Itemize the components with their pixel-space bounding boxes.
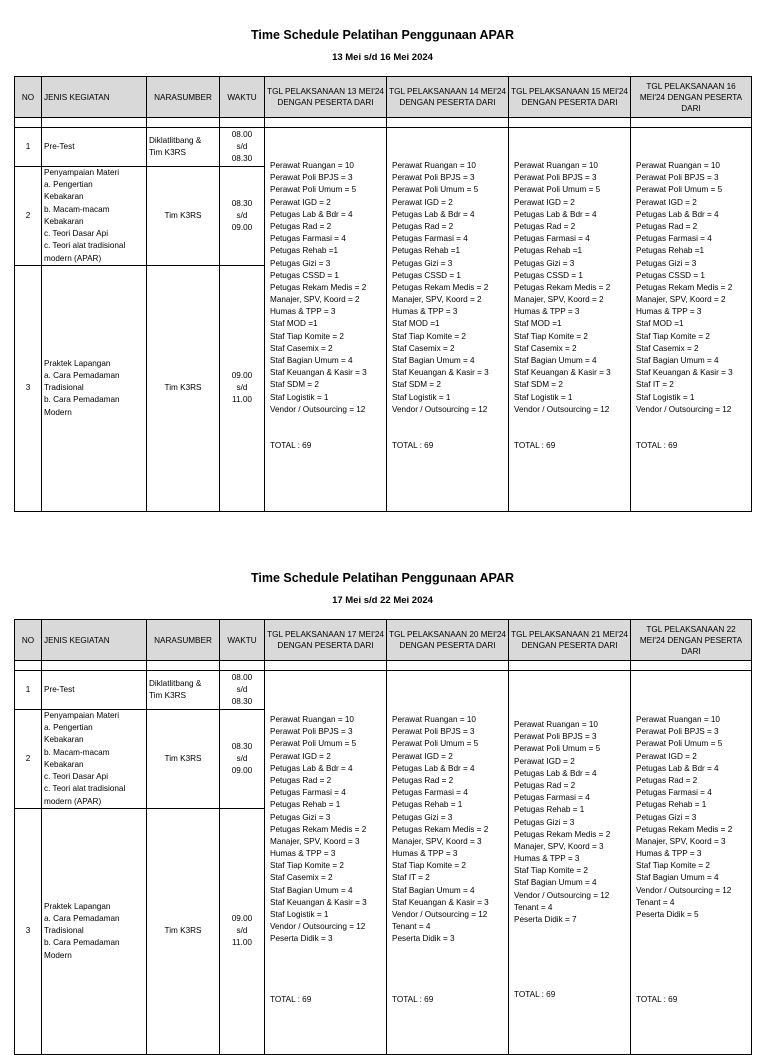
peserta-item: Vendor / Outsourcing = 12 (636, 885, 732, 895)
row-number: 1 (15, 128, 42, 167)
row-number: 3 (15, 265, 42, 511)
peserta-item: Manajer, SPV, Koord = 2 (270, 295, 360, 305)
schedule-table (14, 619, 752, 1055)
schedule-2 (14, 569, 751, 1055)
peserta-item: Staf Casemix = 2 (514, 343, 577, 353)
col-tanggal-pelaksanaan: TGL PELAKSANAAN 20 MEI'24 DENGAN PESERTA DARI (387, 620, 509, 661)
peserta-item: Perawat Poli BPJS = 3 (636, 173, 719, 183)
peserta-item: Perawat IGD = 2 (270, 197, 331, 207)
row-number: 2 (15, 710, 42, 809)
peserta-item: Petugas Rad = 2 (392, 221, 454, 231)
peserta-item: Staf Casemix = 2 (392, 343, 455, 353)
waktu-line: s/d (236, 926, 248, 936)
waktu-line: s/d (236, 383, 248, 393)
peserta-item: Petugas Rad = 2 (636, 775, 698, 785)
kegiatan-line: Modern (44, 407, 72, 417)
peserta-item: Humas & TPP = 3 (270, 849, 336, 859)
peserta-item: Petugas CSSD = 1 (392, 270, 461, 280)
kegiatan-line: a. Pengertian (44, 180, 93, 190)
kegiatan-line: c. Teori alat tradisional (44, 241, 126, 251)
peserta-cell (631, 128, 752, 512)
col-tanggal-pelaksanaan: TGL PELAKSANAAN 14 MEI'24 DENGAN PESERTA DARI (387, 77, 509, 118)
peserta-item: Petugas Lab & Bdr = 4 (392, 209, 475, 219)
peserta-total: TOTAL : 69 (392, 995, 434, 1004)
peserta-item: Petugas Farmasi = 4 (392, 788, 468, 798)
kegiatan-line: a. Pengertian (44, 723, 93, 733)
peserta-item: Perawat Poli Umum = 5 (636, 185, 723, 195)
peserta-item: Staf Bagian Umum = 4 (514, 356, 597, 365)
peserta-item: Perawat Poli Umum = 5 (392, 185, 479, 195)
row-number: 2 (15, 167, 42, 266)
peserta-cell (387, 128, 509, 512)
peserta-item: Perawat IGD = 2 (636, 197, 697, 207)
peserta-item: Petugas Gizi = 3 (514, 817, 575, 827)
peserta-total: TOTAL : 69 (270, 995, 312, 1004)
peserta-item: Vendor / Outsourcing = 12 (392, 910, 488, 919)
kegiatan-cell (42, 808, 147, 1054)
waktu-line: 08.30 (231, 198, 253, 208)
peserta-item: Tenant = 4 (392, 922, 431, 932)
peserta-item: Petugas CSSD = 1 (270, 270, 339, 280)
peserta-total: TOTAL : 69 (270, 441, 312, 450)
waktu-cell (220, 128, 265, 167)
peserta-item: Vendor / Outsourcing = 12 (514, 890, 610, 900)
peserta-total: TOTAL : 69 (636, 995, 678, 1004)
kegiatan-line: Penyampaian Materi (44, 168, 120, 178)
peserta-item: Peserta Didik = 7 (514, 915, 577, 924)
peserta-item: Staf Casemix = 2 (270, 873, 333, 883)
peserta-item: Petugas Rad = 2 (514, 780, 576, 790)
peserta-item: Humas & TPP = 3 (270, 307, 336, 317)
peserta-item: Perawat Poli BPJS = 3 (270, 173, 353, 183)
peserta-item: Petugas Lab & Bdr = 4 (636, 209, 719, 219)
narasumber-line: Tim K3RS (149, 691, 186, 701)
waktu-line: 08.30 (231, 154, 253, 164)
peserta-item: Petugas Rehab =1 (636, 246, 705, 256)
row-number: 3 (15, 808, 42, 1054)
peserta-item: Staf IT = 2 (636, 380, 674, 390)
narasumber-line: Diklatlitbang & (149, 678, 202, 688)
col-tanggal-pelaksanaan: TGL PELAKSANAAN 22 MEI'24 DENGAN PESERTA DARI (631, 620, 752, 661)
peserta-item: Petugas Lab & Bdr = 4 (270, 209, 353, 219)
peserta-item: Perawat Ruangan = 10 (392, 161, 476, 170)
peserta-item: Vendor / Outsourcing = 12 (392, 404, 488, 414)
peserta-item: Staf Casemix = 2 (270, 343, 333, 353)
peserta-cell (631, 671, 752, 1055)
peserta-item: Petugas Rekam Medis = 2 (514, 829, 611, 839)
waktu-line: s/d (236, 142, 248, 152)
peserta-item: Petugas Farmasi = 4 (514, 793, 590, 803)
kegiatan-cell (42, 265, 147, 511)
peserta-item: Manajer, SPV, Koord = 2 (392, 295, 482, 305)
peserta-item: Perawat IGD = 2 (514, 756, 575, 766)
waktu-line: 08.30 (231, 697, 253, 707)
peserta-item: Staf Logistik = 1 (636, 392, 695, 402)
narasumber-cell (147, 710, 220, 809)
spacer-row (15, 118, 752, 128)
narasumber-cell (147, 265, 220, 511)
peserta-item: Perawat Ruangan = 10 (270, 161, 354, 170)
waktu-line: 09.00 (231, 371, 253, 381)
table-row (15, 128, 752, 167)
waktu-line: 09.00 (231, 914, 253, 924)
waktu-line: s/d (236, 753, 248, 763)
peserta-list (636, 714, 732, 921)
peserta-item: Staf Keuangan & Kasir = 3 (392, 368, 489, 378)
peserta-item: Perawat Poli Umum = 5 (270, 739, 357, 749)
peserta-item: Humas & TPP = 3 (392, 307, 458, 317)
schedule-title: Time Schedule Pelatihan Penggunaan APAR (250, 28, 515, 42)
col-tanggal-pelaksanaan: TGL PELAKSANAAN 17 MEI'24 DENGAN PESERTA DARI (265, 620, 387, 661)
waktu-line: 11.00 (232, 395, 252, 405)
peserta-item: Petugas Rekam Medis = 2 (514, 282, 611, 292)
peserta-item: Staf Bagian Umum = 4 (270, 885, 353, 895)
peserta-item: Humas & TPP = 3 (636, 849, 702, 859)
peserta-item: Petugas Rehab = 1 (636, 800, 707, 810)
peserta-list (392, 714, 489, 946)
waktu-line: s/d (236, 210, 248, 220)
peserta-list (636, 160, 733, 416)
peserta-item: Petugas Rehab =1 (392, 246, 461, 256)
narasumber-line: Tim K3RS (164, 210, 202, 220)
peserta-item: Petugas Rekam Medis = 2 (270, 824, 367, 834)
peserta-item: Petugas Rad = 2 (392, 775, 454, 785)
peserta-item: Petugas Gizi = 3 (514, 258, 575, 268)
narasumber-line: Tim K3RS (164, 383, 202, 393)
schedule-1 (14, 26, 751, 512)
schedule-title: Time Schedule Pelatihan Penggunaan APAR (250, 571, 515, 585)
col-narasumber: NARASUMBER (147, 77, 220, 118)
peserta-item: Petugas Farmasi = 4 (270, 788, 346, 798)
waktu-cell (220, 710, 265, 809)
col-tanggal-pelaksanaan: TGL PELAKSANAAN 16 MEI'24 DENGAN PESERTA DARI (631, 77, 752, 118)
peserta-item: Perawat IGD = 2 (392, 197, 453, 207)
kegiatan-line: Penyampaian Materi (44, 711, 120, 721)
peserta-item: Staf Logistik = 1 (392, 392, 451, 402)
peserta-item: Staf Tiap Komite = 2 (392, 331, 466, 341)
kegiatan-line: Praktek Lapangan (44, 358, 111, 368)
peserta-item: Manajer, SPV, Koord = 2 (636, 295, 726, 305)
peserta-list (514, 160, 611, 416)
kegiatan-line: c. Teori Dasar Api (44, 772, 109, 782)
date-range: 13 Mei s/d 16 Mei 2024 (332, 52, 433, 63)
peserta-item: Petugas Lab & Bdr = 4 (514, 209, 597, 219)
peserta-item: Petugas Farmasi = 4 (636, 234, 712, 244)
waktu-line: 08.00 (231, 130, 253, 140)
peserta-cell (509, 128, 631, 512)
peserta-item: Manajer, SPV, Koord = 2 (514, 295, 604, 305)
peserta-item: Staf SDM = 2 (514, 380, 563, 390)
peserta-item: Manajer, SPV, Koord = 3 (636, 836, 726, 846)
header-row (15, 620, 752, 661)
peserta-item: Perawat Poli Umum = 5 (636, 739, 723, 749)
peserta-item: Perawat Ruangan = 10 (270, 715, 354, 724)
peserta-item: Petugas Rehab = 1 (514, 805, 585, 815)
peserta-item: Perawat Ruangan = 10 (514, 720, 598, 729)
peserta-item: Petugas Rad = 2 (270, 221, 332, 231)
narasumber-cell (147, 808, 220, 1054)
peserta-item: Staf Tiap Komite = 2 (392, 861, 466, 871)
peserta-item: Staf Logistik = 1 (270, 910, 329, 919)
peserta-cell (265, 671, 387, 1055)
peserta-item: Perawat Poli Umum = 5 (270, 185, 357, 195)
peserta-item: Vendor / Outsourcing = 12 (514, 404, 610, 414)
peserta-cell (387, 671, 509, 1055)
peserta-item: Petugas Lab & Bdr = 4 (270, 763, 353, 773)
peserta-item: Perawat IGD = 2 (636, 751, 697, 761)
peserta-item: Humas & TPP = 3 (514, 307, 580, 317)
peserta-item: Petugas Rehab = 1 (270, 800, 341, 810)
col-no: NO (15, 77, 42, 118)
peserta-item: Manajer, SPV, Koord = 3 (270, 836, 360, 846)
peserta-item: Perawat Poli BPJS = 3 (392, 727, 475, 737)
peserta-item: Peserta Didik = 5 (636, 910, 699, 919)
peserta-item: Petugas Lab & Bdr = 4 (392, 763, 475, 773)
peserta-cell (509, 671, 631, 1055)
narasumber-cell (147, 167, 220, 266)
peserta-item: Perawat IGD = 2 (514, 197, 575, 207)
peserta-item: Staf Bagian Umum = 4 (514, 878, 597, 888)
peserta-item: Staf MOD =1 (636, 319, 684, 329)
peserta-item: Staf Keuangan & Kasir = 3 (270, 897, 367, 907)
kegiatan-line: Kebakaran (44, 192, 84, 202)
waktu-line: 08.00 (231, 673, 253, 683)
col-narasumber: NARASUMBER (147, 620, 220, 661)
narasumber-line: Tim K3RS (164, 926, 202, 936)
kegiatan-line: Tradisional (44, 383, 84, 393)
peserta-item: Perawat Poli BPJS = 3 (636, 727, 719, 737)
peserta-item: Staf Keuangan & Kasir = 3 (392, 897, 489, 907)
peserta-item: Petugas Rehab =1 (270, 246, 339, 256)
peserta-item: Peserta Didik = 3 (270, 934, 333, 944)
peserta-item: Tenant = 4 (636, 897, 675, 907)
peserta-item: Petugas Gizi = 3 (392, 258, 453, 268)
peserta-total: TOTAL : 69 (636, 441, 678, 450)
peserta-item: Petugas Rehab =1 (514, 246, 583, 256)
waktu-cell (220, 808, 265, 1054)
waktu-line: s/d (236, 685, 248, 695)
peserta-item: Petugas Rekam Medis = 2 (392, 824, 489, 834)
header-row (15, 77, 752, 118)
peserta-item: Perawat Ruangan = 10 (392, 715, 476, 724)
peserta-item: Staf Tiap Komite = 2 (270, 861, 344, 871)
peserta-item: Staf Bagian Umum = 4 (636, 356, 719, 365)
peserta-item: Petugas Lab & Bdr = 4 (636, 763, 719, 773)
peserta-item: Manajer, SPV, Koord = 3 (392, 836, 482, 846)
col-jenis-kegiatan: JENIS KEGIATAN (42, 77, 147, 118)
waktu-line: 09.00 (231, 765, 253, 775)
peserta-item: Petugas Rad = 2 (270, 775, 332, 785)
peserta-item: Staf MOD =1 (270, 319, 318, 329)
peserta-item: Peserta Didik = 3 (392, 934, 455, 944)
kegiatan-line: c. Teori alat tradisional (44, 784, 126, 794)
peserta-item: Staf Tiap Komite = 2 (636, 861, 710, 871)
kegiatan-line: Kebakaran (44, 216, 84, 226)
peserta-item: Humas & TPP = 3 (636, 307, 702, 317)
peserta-item: Tenant = 4 (514, 902, 553, 912)
peserta-item: Petugas CSSD = 1 (636, 270, 705, 280)
kegiatan-line: b. Macam-macam (44, 204, 110, 214)
row-number: 1 (15, 671, 42, 710)
peserta-item: Manajer, SPV, Koord = 3 (514, 841, 604, 851)
peserta-item: Perawat Ruangan = 10 (636, 715, 720, 724)
peserta-list (270, 160, 367, 416)
peserta-item: Petugas Rekam Medis = 2 (636, 282, 733, 292)
peserta-item: Staf Keuangan & Kasir = 3 (270, 368, 367, 378)
col-tanggal-pelaksanaan: TGL PELAKSANAAN 13 MEI'24 DENGAN PESERTA DARI (265, 77, 387, 118)
peserta-item: Perawat Ruangan = 10 (636, 161, 720, 170)
peserta-item: Petugas Farmasi = 4 (514, 234, 590, 244)
peserta-item: Perawat Poli BPJS = 3 (270, 727, 353, 737)
peserta-item: Petugas Gizi = 3 (270, 812, 331, 822)
peserta-item: Perawat Poli BPJS = 3 (514, 732, 597, 742)
kegiatan-line: modern (APAR) (44, 253, 102, 263)
peserta-item: Petugas Gizi = 3 (636, 258, 697, 268)
peserta-total: TOTAL : 69 (514, 441, 556, 450)
col-tanggal-pelaksanaan: TGL PELAKSANAAN 15 MEI'24 DENGAN PESERTA DARI (509, 77, 631, 118)
peserta-item: Perawat IGD = 2 (392, 751, 453, 761)
peserta-item: Vendor / Outsourcing = 12 (270, 404, 366, 414)
peserta-item: Staf Keuangan & Kasir = 3 (636, 368, 733, 378)
kegiatan-cell (42, 167, 147, 266)
peserta-item: Perawat Poli BPJS = 3 (392, 173, 475, 183)
kegiatan-line: Kebakaran (44, 735, 84, 745)
peserta-item: Staf Casemix = 2 (636, 343, 699, 353)
narasumber-line: Tim K3RS (149, 148, 186, 158)
peserta-item: Staf MOD =1 (392, 319, 440, 329)
waktu-cell (220, 265, 265, 511)
peserta-item: Petugas Farmasi = 4 (392, 234, 468, 244)
peserta-item: Perawat Poli Umum = 5 (514, 744, 601, 754)
peserta-item: Staf Logistik = 1 (514, 392, 573, 402)
peserta-item: Petugas Rekam Medis = 2 (636, 824, 733, 834)
peserta-item: Staf Logistik = 1 (270, 392, 329, 402)
peserta-item: Petugas Farmasi = 4 (636, 788, 712, 798)
peserta-item: Staf Tiap Komite = 2 (636, 331, 710, 341)
kegiatan-cell (42, 128, 147, 167)
peserta-cell (265, 128, 387, 512)
kegiatan-line: Modern (44, 950, 72, 960)
col-tanggal-pelaksanaan: TGL PELAKSANAAN 21 MEI'24 DENGAN PESERTA DARI (509, 620, 631, 661)
peserta-item: Petugas Farmasi = 4 (270, 234, 346, 244)
peserta-item: Staf SDM = 2 (270, 380, 319, 390)
peserta-item: Humas & TPP = 3 (514, 854, 580, 864)
narasumber-line: Diklatlitbang & (149, 135, 202, 145)
kegiatan-cell (42, 710, 147, 809)
peserta-item: Vendor / Outsourcing = 12 (270, 922, 366, 932)
peserta-item: Perawat IGD = 2 (270, 751, 331, 761)
peserta-item: Staf Tiap Komite = 2 (514, 331, 588, 341)
kegiatan-line: a. Cara Pemadaman (44, 371, 120, 381)
peserta-total: TOTAL : 69 (514, 990, 556, 999)
col-waktu: WAKTU (220, 77, 265, 118)
peserta-item: Perawat Poli Umum = 5 (514, 185, 601, 195)
narasumber-cell (147, 671, 220, 710)
peserta-item: Staf Bagian Umum = 4 (270, 356, 353, 365)
kegiatan-line: modern (APAR) (44, 796, 102, 806)
table-row (15, 671, 752, 710)
col-jenis-kegiatan: JENIS KEGIATAN (42, 620, 147, 661)
date-range: 17 Mei s/d 22 Mei 2024 (332, 595, 433, 606)
peserta-item: Humas & TPP = 3 (392, 849, 458, 859)
peserta-item: Staf SDM = 2 (392, 380, 441, 390)
peserta-item: Petugas CSSD = 1 (514, 270, 583, 280)
peserta-item: Vendor / Outsourcing = 12 (636, 404, 732, 414)
waktu-line: 08.30 (231, 741, 253, 751)
peserta-item: Petugas Gizi = 3 (270, 258, 331, 268)
peserta-item: Staf IT = 2 (392, 873, 430, 883)
kegiatan-line: Praktek Lapangan (44, 901, 111, 911)
peserta-list (392, 160, 489, 416)
kegiatan-line: c. Teori Dasar Api (44, 229, 109, 239)
peserta-item: Petugas Rekam Medis = 2 (270, 282, 367, 292)
kegiatan-line: Pre-Test (44, 141, 75, 151)
peserta-item: Staf Bagian Umum = 4 (636, 873, 719, 883)
kegiatan-line: b. Macam-macam (44, 747, 110, 757)
spacer-row (15, 661, 752, 671)
kegiatan-cell (42, 671, 147, 710)
kegiatan-line: b. Cara Pemadaman (44, 938, 120, 948)
col-waktu: WAKTU (220, 620, 265, 661)
peserta-list (270, 714, 367, 946)
kegiatan-line: Tradisional (44, 926, 84, 936)
peserta-item: Petugas Gizi = 3 (636, 812, 697, 822)
waktu-cell (220, 671, 265, 710)
peserta-item: Petugas Rad = 2 (636, 221, 698, 231)
kegiatan-line: Pre-Test (44, 684, 75, 694)
waktu-line: 11.00 (232, 938, 252, 948)
peserta-item: Petugas Rehab = 1 (392, 800, 463, 810)
peserta-item: Perawat Poli BPJS = 3 (514, 173, 597, 183)
peserta-item: Petugas Rekam Medis = 2 (392, 282, 489, 292)
peserta-item: Petugas Lab & Bdr = 4 (514, 768, 597, 778)
waktu-line: 09.00 (231, 222, 253, 232)
peserta-item: Staf MOD =1 (514, 319, 562, 329)
peserta-item: Perawat Poli Umum = 5 (392, 739, 479, 749)
peserta-item: Staf Keuangan & Kasir = 3 (514, 368, 611, 378)
peserta-item: Perawat Ruangan = 10 (514, 161, 598, 170)
peserta-item: Petugas Gizi = 3 (392, 812, 453, 822)
peserta-total: TOTAL : 69 (392, 441, 434, 450)
peserta-list (514, 719, 610, 926)
schedule-table (14, 76, 752, 512)
waktu-cell (220, 167, 265, 266)
kegiatan-line: Kebakaran (44, 759, 84, 769)
kegiatan-line: b. Cara Pemadaman (44, 395, 120, 405)
narasumber-cell (147, 128, 220, 167)
peserta-item: Petugas Rad = 2 (514, 221, 576, 231)
narasumber-line: Tim K3RS (164, 753, 202, 763)
kegiatan-line: a. Cara Pemadaman (44, 914, 120, 924)
peserta-item: Staf Bagian Umum = 4 (392, 885, 475, 895)
col-no: NO (15, 620, 42, 661)
peserta-item: Staf Tiap Komite = 2 (270, 331, 344, 341)
peserta-item: Staf Tiap Komite = 2 (514, 866, 588, 876)
peserta-item: Staf Bagian Umum = 4 (392, 356, 475, 365)
